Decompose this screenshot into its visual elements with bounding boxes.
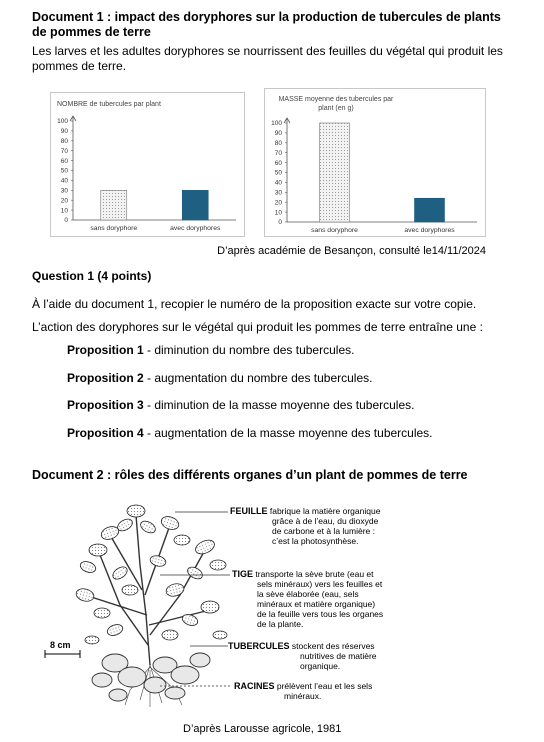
y-tick-label: 40: [60, 177, 68, 185]
proposition-text: - diminution du nombre des tubercules.: [143, 343, 355, 357]
annotation-text: minéraux et matière organique): [257, 599, 376, 609]
question-title: Question 1 (4 points): [32, 269, 152, 283]
annotation-racines: [234, 681, 434, 701]
y-tick-label: 20: [274, 199, 282, 207]
x-tick-label: sans doryphore: [311, 227, 358, 234]
y-tick-label: 100: [271, 120, 282, 128]
annotation-text: stockent des réserves: [289, 641, 375, 651]
annotation-text: sels minéraux) vers les feuilles et: [257, 579, 383, 589]
y-tick-label: 80: [274, 140, 282, 147]
y-tick-label: 60: [274, 159, 282, 167]
y-tick-label: 50: [274, 169, 282, 177]
annotation-text: organique.: [300, 661, 341, 671]
proposition-label: Proposition 1: [67, 343, 144, 357]
y-tick-label: 0: [64, 217, 68, 225]
annotation-text: transporte la sève brute (eau et: [253, 569, 374, 579]
annotation-text: minéraux.: [284, 691, 322, 701]
document-1-intro: Les larves et les adultes doryphores se nourrissent des feuilles du végétal qui produit les pommes de terre.: [32, 44, 503, 73]
proposition-text: - augmentation du nombre des tubercules.: [143, 371, 373, 385]
x-tick-label: sans doryphore: [90, 225, 138, 232]
y-tick-label: 30: [274, 189, 282, 197]
proposition-label: Proposition 3: [67, 398, 144, 412]
proposition-text: - augmentation de la masse moyenne des tubercules.: [143, 426, 433, 440]
proposition-text: - diminution de la masse moyenne des tubercules.: [143, 398, 415, 412]
annotation-text: la sève élaborée (eau, sels: [257, 589, 359, 599]
annotation-text: grâce à de l’eau, du dioxyde: [272, 516, 379, 526]
document-2-title: Document 2 : rôles des différents organes d’un plant de pommes de terre: [32, 468, 468, 482]
y-tick-label: 90: [60, 128, 68, 136]
annotation-text: de la feuille vers tous les organes: [257, 609, 384, 619]
question-instruction: À l’aide du document 1, recopier le numéro de la proposition exacte sur votre copie.: [32, 297, 477, 311]
annotation-tige: [232, 569, 432, 629]
annotation-key: TIGE: [232, 569, 254, 579]
chart-title: MASSE moyenne des tubercules par plant (en g): [278, 96, 394, 112]
y-tick-label: 30: [60, 187, 68, 195]
y-tick-label: 80: [60, 138, 68, 145]
y-tick-label: 70: [274, 149, 282, 157]
annotation-text: prélèvent l’eau et les sels: [274, 681, 373, 691]
annotation-key: FEUILLE: [230, 506, 268, 516]
x-tick-label: avec doryphores: [170, 225, 221, 232]
document-1-source: D’après académie de Besançon, consulté le14/11/2024: [217, 245, 486, 257]
y-tick-label: 10: [274, 209, 282, 217]
x-tick-label: avec doryphores: [404, 227, 455, 234]
question-stem: L’action des doryphores sur le végétal qui produit les pommes de terre entraîne une :: [32, 320, 483, 334]
annotation-key: RACINES: [234, 681, 275, 691]
chart-title: NOMBRE de tubercules par plant: [57, 101, 161, 108]
y-tick-label: 10: [60, 207, 68, 215]
y-tick-label: 20: [60, 197, 68, 205]
document-2-source: D’après Larousse agricole, 1981: [183, 723, 342, 735]
annotation-text: de la plante.: [257, 619, 304, 629]
proposition-label: Proposition 4: [67, 426, 144, 440]
annotation-text: nutritives de matière: [300, 651, 377, 661]
y-tick-label: 100: [57, 118, 68, 126]
proposition-label: Proposition 2: [67, 371, 144, 385]
y-tick-label: 60: [60, 157, 68, 165]
y-tick-label: 0: [278, 219, 282, 227]
scale-label: 8 cm: [50, 640, 71, 650]
annotation-text: fabrique la matière organique: [267, 506, 381, 516]
annotation-feuille: [230, 506, 430, 546]
y-tick-label: 40: [274, 179, 282, 187]
annotation-text: c’est la photosynthèse.: [272, 536, 359, 546]
y-tick-label: 90: [274, 130, 282, 138]
y-tick-label: 50: [60, 167, 68, 175]
document-1-title: Document 1 : impact des doryphores sur la production de tubercules de plants de pommes de terre: [32, 10, 501, 39]
annotation-text: de carbone et à la lumière :: [272, 526, 376, 536]
annotation-key: TUBERCULES: [228, 641, 290, 651]
annotation-tubercules: [228, 641, 428, 671]
y-tick-label: 70: [60, 147, 68, 155]
